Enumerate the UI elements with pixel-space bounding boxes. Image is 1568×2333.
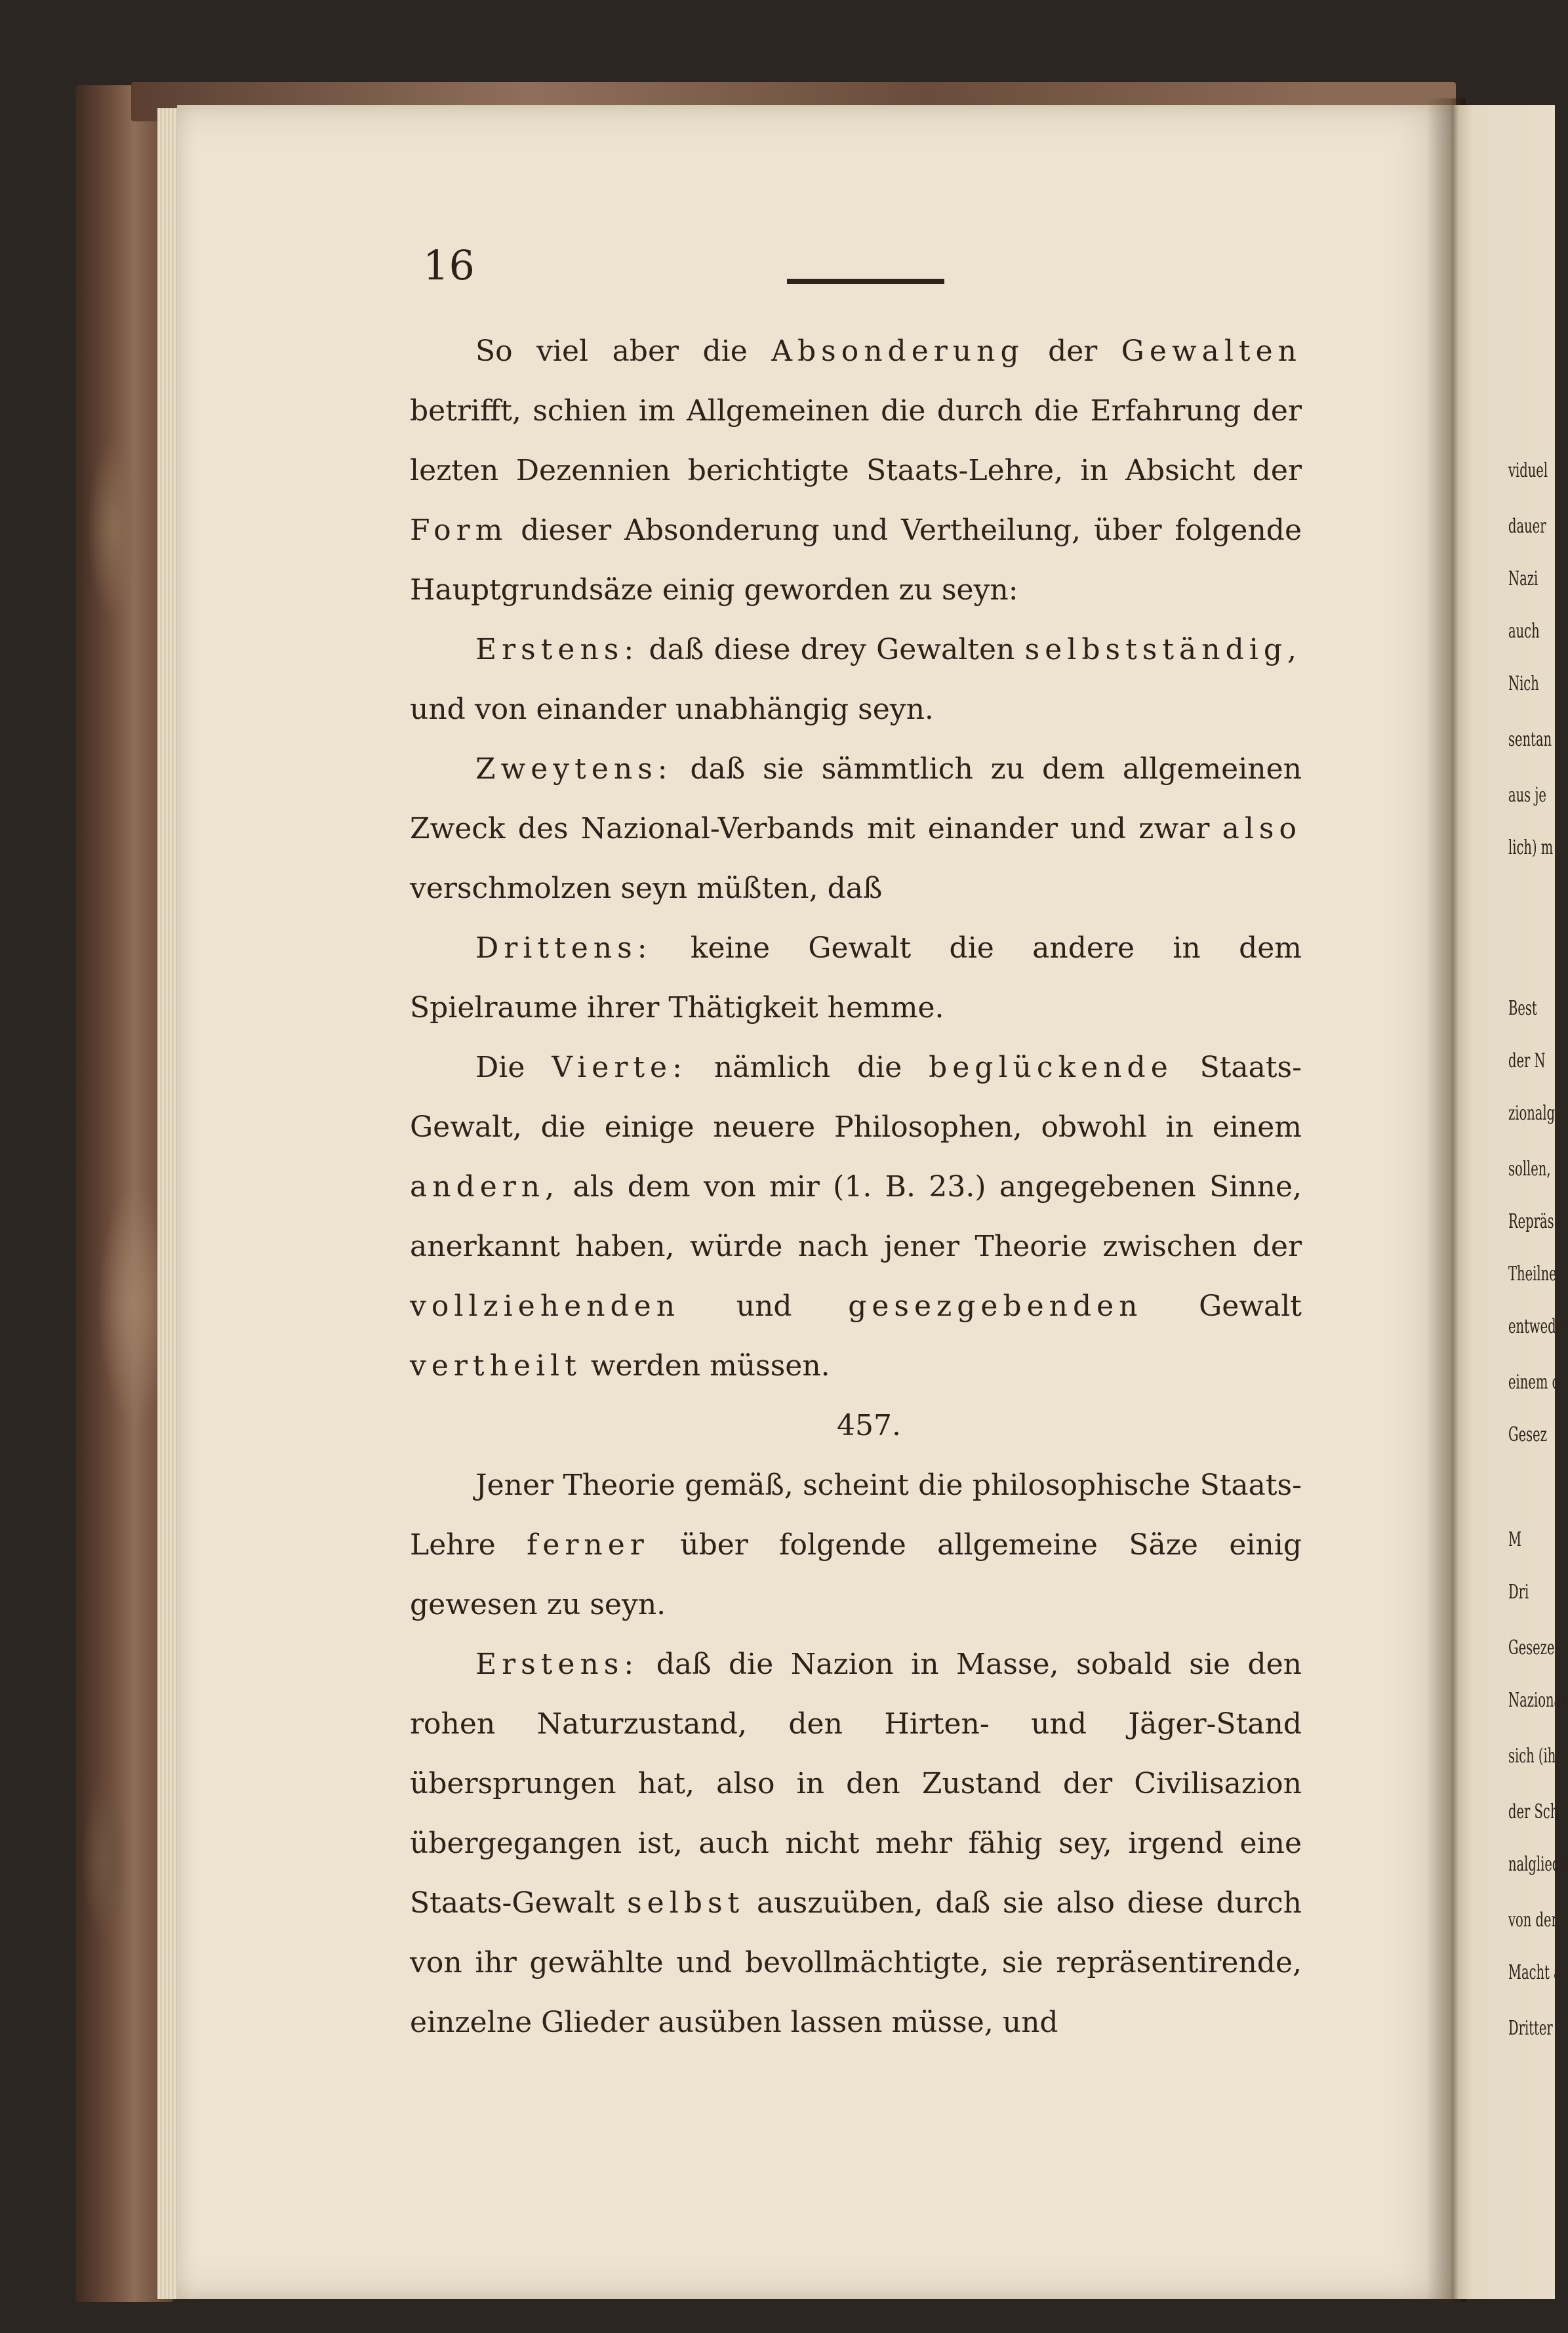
- facing-fragment: auch: [1508, 620, 1540, 643]
- facing-fragment: nalgliede: [1508, 1853, 1568, 1876]
- paragraph-6: Jener Theorie gemäß, scheint die philosophische Staats-Lehre ferner über folgende allgemeine Säze einig gewesen zu seyn.: [410, 1469, 1302, 1621]
- facing-fragment: viduel: [1508, 459, 1548, 482]
- facing-fragment: der N: [1508, 1049, 1546, 1072]
- facing-fragment: Macht a: [1508, 1961, 1561, 1984]
- facing-fragment: aus je: [1508, 784, 1546, 807]
- paragraph-2: Erstens: daß diese drey Gewalten selbstständig, und von einander unabhängig seyn.: [410, 633, 1302, 726]
- facing-fragment: M: [1508, 1528, 1521, 1551]
- facing-fragment: sollen,: [1508, 1158, 1551, 1181]
- facing-fragment: dauer: [1508, 515, 1546, 538]
- facing-fragment: lich) m: [1508, 836, 1554, 859]
- facing-fragment: sich (ih: [1508, 1745, 1556, 1768]
- facing-fragment: Nich: [1508, 672, 1539, 695]
- facing-fragment: Dritter: [1508, 2017, 1553, 2040]
- facing-fragment: Theilne: [1508, 1263, 1557, 1286]
- facing-fragment: sentan: [1508, 728, 1552, 751]
- page-body: [410, 321, 1302, 2052]
- facing-fragment: der Sch: [1508, 1800, 1559, 1823]
- facing-fragment: einem o: [1508, 1371, 1560, 1394]
- paragraph-3: Zweytens: daß sie sämmtlich zu dem allgemeinen Zweck des Nazional-Verbands mit einander und zwar also verschmolzen seyn müßten, daß: [410, 752, 1302, 905]
- paragraph-7: Erstens: daß die Nazion in Masse, sobald sie den rohen Naturzustand, den Hirten- und Jäger-Stand übersprungen hat, also in den Zustand der Civilisazion übergegangen ist, auch nicht mehr fähig sey, irgend eine Staats-Gewalt selbst auszuüben, daß sie also diese durch von ihr gewählte und bevollmächtigte, sie repräsentirende, einzelne Glieder ausüben lassen müsse, und: [410, 1648, 1302, 2039]
- facing-fragment: von der: [1508, 1909, 1558, 1932]
- section-number: 457.: [837, 1409, 901, 1442]
- facing-fragment: Best: [1508, 997, 1537, 1020]
- facing-fragment: Nazi: [1508, 567, 1538, 590]
- facing-fragment: Nazional: [1508, 1689, 1566, 1712]
- page-number: 16: [423, 241, 475, 289]
- facing-fragment: Geseze: [1508, 1636, 1555, 1659]
- facing-fragment: Dri: [1508, 1581, 1529, 1604]
- paragraph-5: Die Vierte: nämlich die beglückende Staats-Gewalt, die einige neuere Philosophen, obwohl in einem andern, als dem von mir (1. B. 23.) angegebenen Sinne, anerkannt haben, würde nach jener Theorie zwischen der vollziehenden und gesezgebenden Gewalt vertheilt werden müssen.: [410, 1051, 1302, 1383]
- paragraph-4: Drittens: keine Gewalt die andere in dem Spielraume ihrer Thätigkeit hemme.: [410, 931, 1302, 1024]
- facing-fragment: Repräs: [1508, 1210, 1554, 1233]
- header-rule: [787, 279, 944, 284]
- paragraph-1: So viel aber die Absonderung der Gewalten betrifft, schien im Allgemeinen die durch die Erfahrung der lezten Dezennien berichtigte Staats-Lehre, in Absicht der Form dieser Absonderung und Vertheilung, über folgende Hauptgrundsäze einig geworden zu seyn:: [410, 335, 1302, 607]
- facing-fragment: zionalg: [1508, 1102, 1556, 1125]
- facing-fragment: Gesez: [1508, 1423, 1547, 1446]
- facing-fragment: entwede: [1508, 1315, 1564, 1338]
